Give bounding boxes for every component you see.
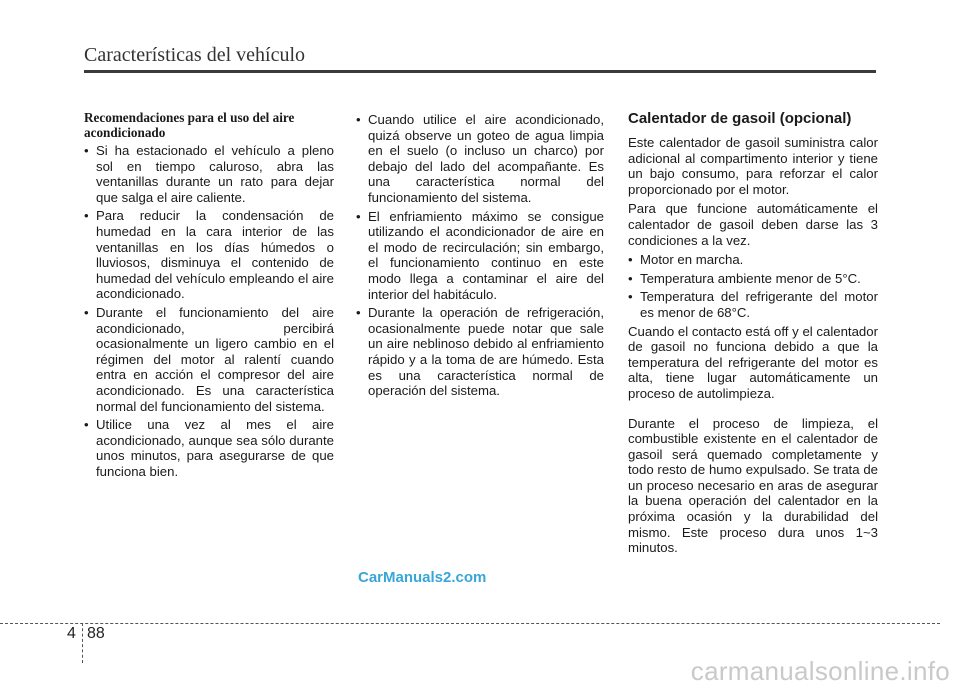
footer-divider	[0, 623, 940, 624]
ac-recommendations-heading: Recomendaciones para el uso del aire acondicionado	[84, 110, 295, 140]
list-item: • Motor en marcha.	[628, 252, 878, 268]
ac-recommendations-list	[84, 143, 334, 479]
diesel-heater-heading: Calentador de gasoil (opcional)	[628, 110, 852, 127]
ac-notes-list	[356, 112, 604, 399]
diesel-heater-self-clean: Cuando el contacto está off y el calentador de gasoil no funciona debido a que la temperatura del refrigerante del motor es alta, tiene lugar automáticamente un proceso de autolimpieza.	[628, 323, 878, 401]
diesel-heater-cleaning-process: Durante el proceso de limpieza, el combustible existente en el calentador de gasoil será quemado completamente y todo resto de humo expulsado. Se trata de un proceso necesario en aras de asegurar la buena operación del calentador en la próxima ocasión y la durabilidad del mismo. Este proceso dura unos 1~3 minutos.	[628, 415, 878, 556]
diesel-heater-conditions-intro: Para que funcione automáticamente el calentador de gasoil deben darse las 3 condiciones a la vez.	[628, 201, 878, 248]
site-watermark: carmanualsonline.info	[690, 656, 950, 686]
watermark-logo: CarManuals2.com	[358, 569, 487, 586]
list-item: • Durante la operación de refrigeración, ocasionalmente puede notar que sale un aire neblinoso debido al enfriamiento rápido y a la toma de are húmedo. Esta es una característica normal de operación del sistema.	[356, 305, 604, 399]
column-ac-recommendations	[84, 110, 334, 482]
column-diesel-heater	[628, 110, 878, 560]
list-item: • Durante el funcionamiento del aire acondicionado, percibirá ocasionalmente un ligero cambio en el régimen del motor al ralentí cuando entra en acción el compresor del aire acondicionado. Es una característica normal del funcionamiento del sistema.	[84, 305, 334, 414]
diesel-heater-conditions-list	[628, 252, 878, 320]
page-number-separator	[82, 623, 83, 663]
page-number: 88	[87, 625, 105, 642]
list-item: • Utilice una vez al mes el aire acondicionado, aunque sea sólo durante unos minutos, para asegurarse de que funciona bien.	[84, 417, 334, 479]
chapter-number: 4	[67, 625, 76, 642]
page-header-title: Características del vehículo	[84, 44, 306, 66]
diesel-heater-intro: Este calentador de gasoil suministra calor adicional al compartimento interior y tiene un bajo consumo, para reforzar el calor proporcionado por el motor.	[628, 135, 878, 197]
header-rule	[84, 70, 876, 73]
list-item: • Si ha estacionado el vehículo a pleno sol en tiempo caluroso, abra las ventanillas durante un rato para dejar que salga el aire caliente.	[84, 143, 334, 205]
list-item: • Cuando utilice el aire acondicionado, quizá observe un goteo de agua limpia en el suelo (o incluso un charco) por debajo del lado del acompañante. Es una característica normal del funcionamiento del sistema.	[356, 112, 604, 206]
list-item: • Temperatura del refrigerante del motor es menor de 68°C.	[628, 289, 878, 320]
list-item: • Temperatura ambiente menor de 5°C.	[628, 271, 878, 287]
column-ac-notes	[356, 112, 604, 402]
list-item: • El enfriamiento máximo se consigue utilizando el acondicionador de aire en el modo de recirculación; sin embargo, el funcionamiento continuo en este modo llega a contaminar el aire del interior del habitáculo.	[356, 209, 604, 303]
list-item: • Para reducir la condensación de humedad en la cara interior de las ventanillas en los días húmedos o lluviosos, disminuya el contenido de humedad del vehículo empleando el aire acondicionado.	[84, 208, 334, 302]
